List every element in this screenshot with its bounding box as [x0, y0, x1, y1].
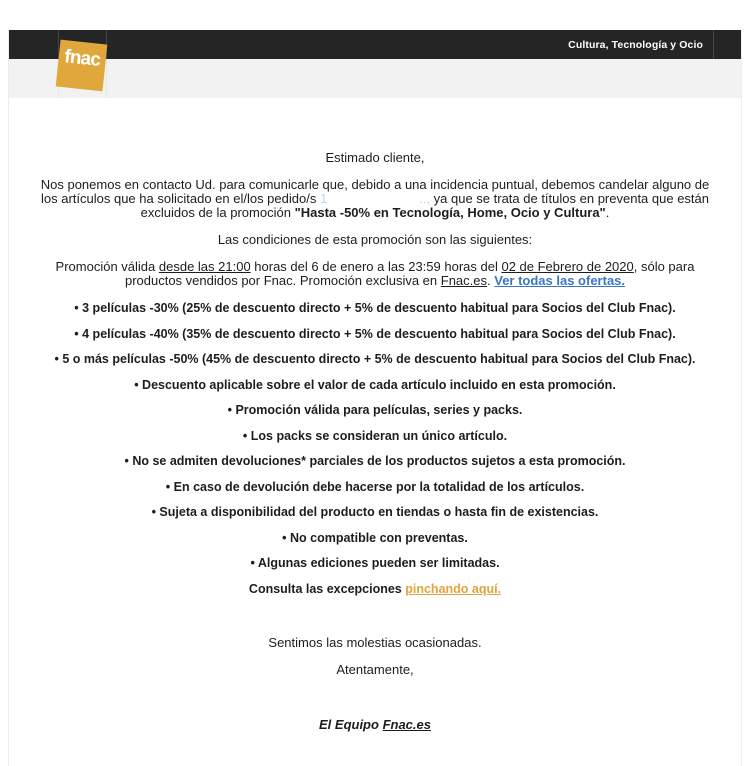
validity-text: Promoción válida [55, 259, 159, 274]
closing-apology: Sentimos las molestias ocasionadas. [268, 634, 482, 650]
bullet-item: • Promoción válida para películas, series y packs. [227, 403, 523, 417]
order-number-redacted [320, 191, 430, 206]
validity-text: productos vendidos por Fnac. Promoción exclusiva en [124, 273, 441, 288]
validity-text: , sólo para [633, 259, 695, 274]
bullet-item: • 4 películas -40% (35% de descuento directo + 5% de descuento habitual para Socios del Club Fnac). [74, 326, 676, 341]
navbar [9, 30, 741, 59]
order-trace: 1 [319, 191, 328, 206]
promo-start-time: desde las 21:00 [158, 259, 251, 274]
brand-tagline: Cultura, Tecnología y Ocio [568, 38, 703, 51]
bullet-item: • Algunas ediciones pueden ser limitadas. [250, 556, 500, 570]
validity-paragraph [19, 260, 731, 288]
closing-regards: Atentamente, [336, 661, 414, 677]
fnac-logo[interactable] [56, 40, 108, 92]
email-frame [8, 30, 742, 766]
order-trace: .., [419, 191, 431, 206]
header-gray-band [9, 59, 741, 98]
gray-band-divider [106, 59, 107, 98]
intro-line3-prefix: excluidos de la promoción [140, 205, 295, 220]
nav-divider [713, 30, 714, 59]
signature-fnac-link[interactable]: Fnac.es [382, 716, 431, 732]
email-body [9, 98, 741, 732]
bullet-item: • No compatible con preventas. [282, 530, 468, 545]
bullet-item: • 5 o más películas -50% (45% de descuento directo + 5% de descuento habitual para Socios del Club Fnac). [54, 352, 696, 366]
fnac-es-link[interactable]: Fnac.es [440, 273, 487, 288]
promo-end-date: 02 de Febrero de 2020 [501, 259, 634, 274]
greeting-text: Estimado cliente, [325, 150, 425, 165]
exceptions-link[interactable]: pinchando aquí. [405, 581, 502, 596]
intro-line2-suffix: ya que se trata de títulos en preventa que están [430, 191, 709, 206]
exceptions-line [19, 582, 731, 596]
bullet-item: • Los packs se consideran un único artículo. [242, 428, 508, 443]
intro-line3-suffix: . [605, 205, 610, 220]
bullet-item: • No se admiten devoluciones* parciales de los productos sujetos a esta promoción. [124, 454, 626, 468]
exceptions-text: Consulta las excepciones [248, 581, 406, 596]
bullet-item: • Sujeta a disponibilidad del producto en tiendas o hasta fin de existencias. [151, 505, 599, 519]
email-header [9, 30, 741, 98]
intro-line2-prefix: los artículos que ha solicitado en el/los pedido/s [41, 191, 320, 206]
top-margin [0, 0, 750, 30]
signature-prefix: El Equipo [319, 716, 383, 732]
validity-text: . [487, 273, 495, 288]
intro-paragraph [19, 178, 731, 220]
intro-line1: Nos ponemos en contacto Ud. para comunicarle que, debido a una incidencia puntual, debemos candelar alguno de [40, 177, 710, 192]
bullet-item: • En caso de devolución debe hacerse por la totalidad de los artículos. [165, 479, 585, 494]
bullet-item: • 3 películas -30% (25% de descuento directo + 5% de descuento habitual para Socios del Club Fnac). [74, 301, 676, 315]
conditions-title: Las condiciones de esta promoción son las siguientes: [217, 232, 533, 247]
validity-text: horas del 6 de enero a las 23:59 horas del [250, 259, 502, 274]
promo-name: "Hasta -50% en Tecnología, Home, Ocio y Cultura" [294, 205, 606, 220]
bullet-item: • Descuento aplicable sobre el valor de cada artículo incluido en esta promoción. [134, 377, 616, 392]
signature [19, 718, 731, 732]
fnac-logo-text: fnac [63, 46, 102, 71]
view-all-offers-link[interactable]: Ver todas las ofertas. [494, 273, 626, 288]
